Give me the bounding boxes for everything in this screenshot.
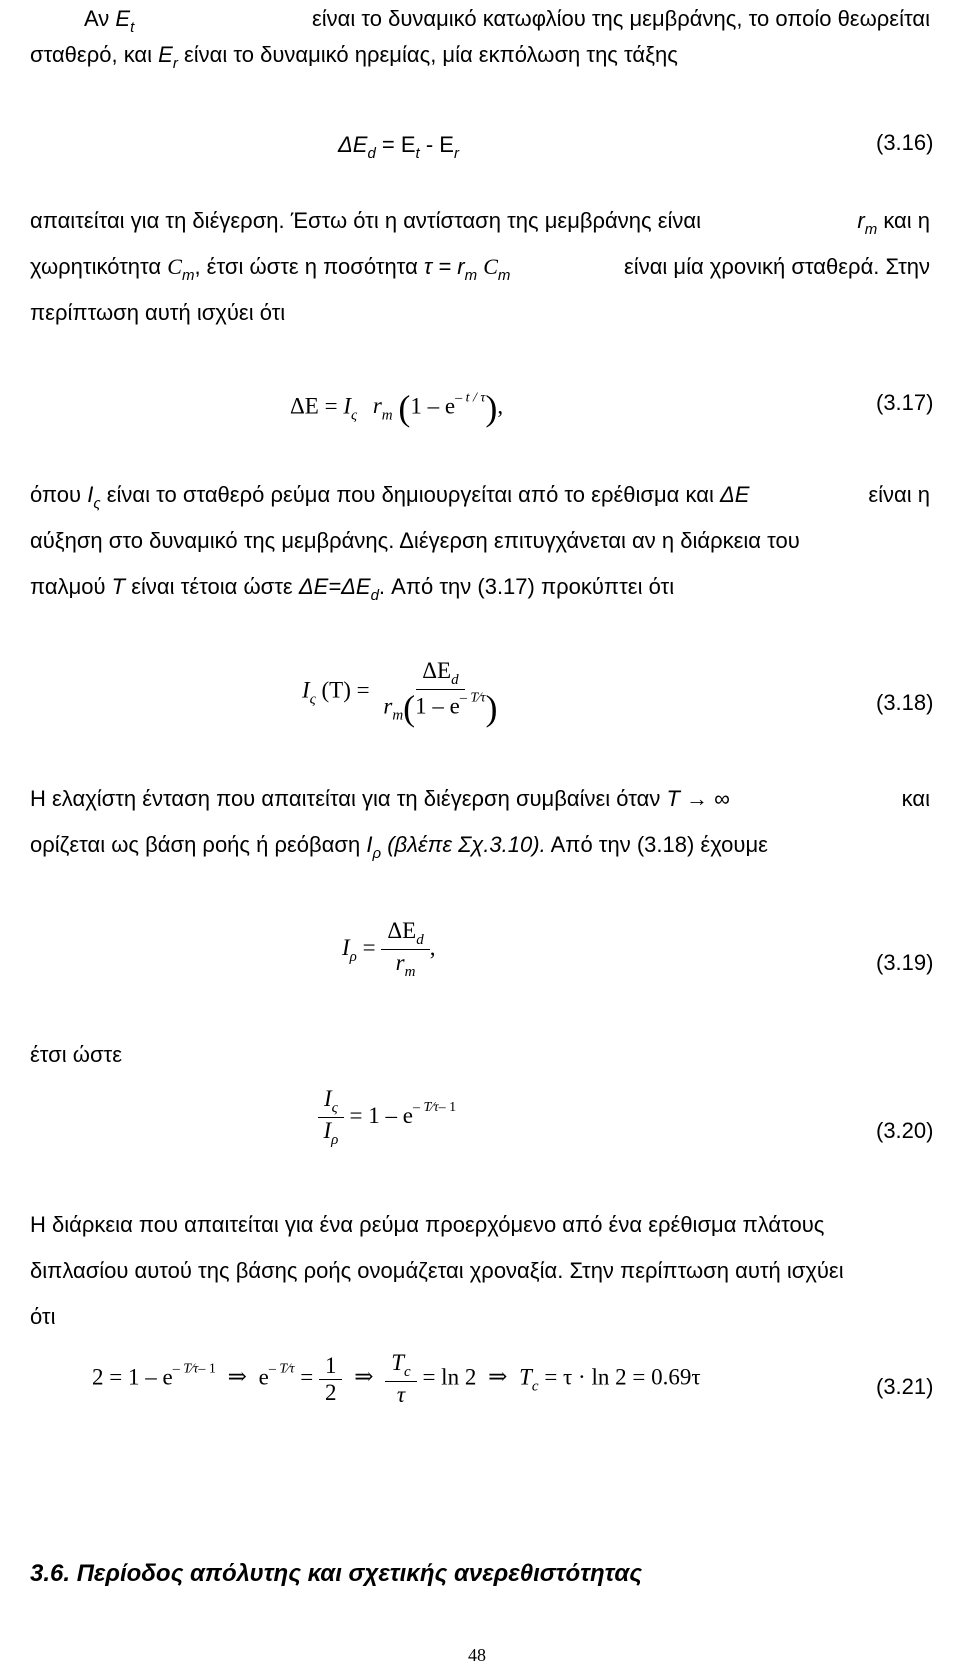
equation-3-20: $\frac{I_\varsigma}{I_\rho}$ = $1 - e^{- T⁄\tau- 1}$: [318, 1086, 456, 1149]
fraction-3-20: $\frac{I_\varsigma}{I_\rho}$: [318, 1086, 344, 1149]
para3-line2: αύξηση στο δυναμικό της μεμβράνης. Διέγερση επιτυγχάνεται αν η διάρκεια του: [30, 528, 800, 553]
equation-3-21: $2 = 1 - e^{- T⁄\tau- 1}$ ⇒ $e^{- T⁄\tau}$ = $\frac{1}{2}$ ⇒ $\frac{T_c}{\tau}$ = ln 2 ⇒ $T_c = \tau \cdot \ln 2 = 0.69\tau$: [92, 1350, 701, 1407]
fraction-3-18: $\frac{\Delta E_d}{r_m(1 - e^{- T⁄\tau})}$: [383, 658, 498, 728]
fraction-3-19: $\frac{\Delta E_d}{r_m}$: [381, 918, 429, 981]
para5-line3: ότι: [30, 1304, 56, 1329]
para3-line1: όπου $I_\varsigma$ είναι το σταθερό ρεύμα που δημιουργείται από το ερέθισμα και ΔE είναι η: [30, 482, 930, 512]
equation-3-16: $\Delta E_d = E_t - E_r$: [338, 132, 459, 162]
eqnum-3-21: (3.21): [876, 1374, 934, 1399]
para4-line2: ορίζεται ως βάση ροής ή ρεόβαση $I_\rho$ (βλέπε Σχ.3.10). Από την (3.18) έχουμε: [30, 832, 768, 862]
para4-line1: Η ελαχίστη ένταση που απαιτείται για τη διέγερση συμβαίνει όταν T → ∞ και: [30, 786, 930, 811]
para3-line3: παλμού T είναι τέτοια ώστε $\Delta E=\Delta E_d$. Από την (3.17) προκύπτει ότι: [30, 574, 675, 604]
section-heading: 3.6. Περίοδος απόλυτης και σχετικής ανερεθιστότητας: [30, 1560, 643, 1587]
para2-line3: περίπτωση αυτή ισχύει ότι: [30, 300, 286, 325]
etsi-oste-text: έτσι ώστε: [30, 1042, 123, 1067]
equation-3-19: $I_\rho$ = $\frac{\Delta E_d}{r_m}$ ,: [342, 918, 436, 980]
eqnum-3-19: (3.19): [876, 950, 934, 975]
eqnum-3-16: (3.16): [876, 130, 934, 155]
equation-3-17: $\Delta E = I_\varsigma$ $r_m$ $(1 - e^{- t / \tau})$,: [290, 388, 504, 428]
page-number: 48: [468, 1645, 486, 1665]
eqnum-3-17: (3.17): [876, 390, 934, 415]
para2-line2: χωρητικότητα $C_m$, έτσι ώστε η ποσότητα $\tau = r_m$ $C_m$ είναι μία χρονική σταθερά. Στην: [30, 254, 930, 284]
para1-line1: Αν $E_t$ είναι το δυναμικό κατωφλίου της μεμβράνης, το οποίο θεωρείται: [84, 6, 930, 36]
eqnum-3-18: (3.18): [876, 690, 934, 715]
para2-line1: απαιτείται για τη διέγερση. Έστω ότι η αντίσταση της μεμβράνης είναι $r_m$ και η: [30, 208, 930, 238]
para5-line2: διπλασίου αυτού της βάσης ροής ονομάζεται χροναξία. Στην περίπτωση αυτή ισχύει: [30, 1258, 844, 1283]
para1-line2: σταθερό, και $E_r$ είναι το δυναμικό ηρεμίας, μία εκπόλωση της τάξης: [30, 42, 678, 72]
eqnum-3-20: (3.20): [876, 1118, 934, 1143]
equation-3-18: $I_\varsigma$ (T) = $\frac{\Delta E_d}{r_m(1 - e^{- T⁄\tau})}$: [302, 658, 498, 728]
para5-line1: Η διάρκεια που απαιτείται για ένα ρεύμα προερχόμενο από ένα ερέθισμα πλάτους: [30, 1212, 825, 1237]
